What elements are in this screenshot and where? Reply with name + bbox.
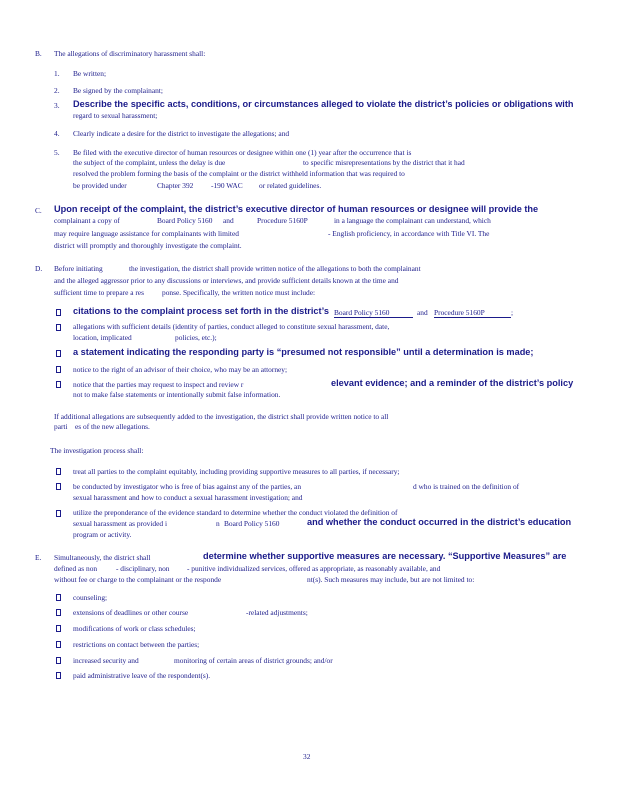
measure-item: paid administrative leave of the respondent(s). [73, 671, 211, 680]
paragraph: The investigation process shall: [50, 446, 144, 455]
bullet-item: notice that the parties may request to inspect and review r [73, 380, 244, 389]
section-d-text: and the alleged aggressor prior to any discussions or interviews, and provide sufficient details known at the time and [54, 276, 399, 285]
measure-item: increased security and [73, 656, 139, 665]
list-item-text: resolved the problem forming the basis of the complaint or the district withheld information that was required to [73, 169, 405, 178]
bullet-icon [56, 625, 61, 632]
list-number: 5. [54, 148, 60, 157]
measure-item: extensions of deadlines or other course [73, 608, 189, 617]
measure-item: restrictions on contact between the parties; [73, 640, 200, 649]
section-d-letter: D. [35, 264, 43, 273]
bullet-item-text: n [216, 519, 220, 528]
section-d-text: ponse. Specifically, the written notice must include: [162, 288, 316, 297]
list-item: Be written; [73, 69, 107, 78]
bullet-item: citations to the complaint process set forth in the district’s [73, 306, 329, 316]
bullet-item-text: program or activity. [73, 530, 132, 539]
board-policy-ref: Board Policy 5160 [157, 216, 213, 225]
paragraph: es of the new allegations. [75, 422, 150, 431]
list-item-continuation: regard to sexual harassment; [73, 111, 158, 120]
bullet-item-text: location, implicated [73, 333, 132, 342]
bullet-icon [56, 510, 61, 517]
bullet-icon [56, 672, 61, 679]
board-policy-ref: Board Policy 5160 [334, 308, 390, 317]
page-number: 32 [303, 752, 311, 761]
section-c-letter: C. [35, 206, 42, 215]
bullet-item-text: sexual harassment as provided i [73, 519, 167, 528]
measure-item: counseling; [73, 593, 108, 602]
measure-item-text: monitoring of certain areas of district grounds; and/or [174, 656, 333, 665]
procedure-ref: Procedure 5160P [434, 308, 485, 317]
section-d-text: the investigation, the district shall provide written notice of the allegations to both the complainant [129, 264, 421, 273]
section-e-letter: E. [35, 553, 42, 562]
bullet-item: utilize the preponderance of the evidence standard to determine whether the conduct violated the definition of [73, 508, 398, 517]
list-item-text: the subject of the complaint, unless the delay is due [73, 158, 226, 167]
bullet-item: a statement indicating the responding party is “presumed not responsible” until a determination is made; [73, 347, 534, 357]
section-d-text: sufficient time to prepare a res [54, 288, 144, 297]
section-e-text: - punitive individualized services, offered as appropriate, as reasonably available, and [187, 564, 441, 573]
bullet-icon [56, 350, 61, 357]
bullet-item-text: ; [511, 308, 514, 317]
section-c-text: and [223, 216, 234, 225]
bullet-item: treat all parties to the complaint equitably, including providing supportive measures to all parties, if necessary; [73, 467, 400, 476]
bullet-item: allegations with sufficient details (identity of parties, conduct alleged to constitute sexual harassment, date, [73, 322, 390, 331]
bullet-item: be conducted by investigator who is free of bias against any of the parties, an [73, 482, 302, 491]
list-number: 3. [54, 101, 60, 110]
bullet-icon [56, 594, 61, 601]
list-item-text: -190 WAC [211, 181, 243, 190]
bullet-icon [56, 309, 61, 316]
list-item: Be signed by the complainant; [73, 86, 163, 95]
list-item-text: be provided under [73, 181, 127, 190]
underline [434, 317, 511, 318]
section-e-text: - disciplinary, non [116, 564, 170, 573]
bullet-item-text: d who is trained on the definition of [413, 482, 520, 491]
underline [334, 317, 413, 318]
bullet-icon [56, 641, 61, 648]
bullet-item-text: not to make false statements or intentionally submit false information. [73, 390, 281, 399]
bullet-item-text: and [417, 308, 428, 317]
section-e-text: defined as non [54, 564, 98, 573]
section-c-text: may require language assistance for complainants with limited [54, 229, 239, 238]
section-e-text: without fee or charge to the complainant or the responde [54, 575, 222, 584]
bullet-icon [56, 468, 61, 475]
bullet-icon [56, 657, 61, 664]
section-b-letter: B. [35, 49, 42, 58]
bullet-item-text: elevant evidence; and a reminder of the district’s policy [331, 378, 574, 388]
bullet-item-text: and whether the conduct occurred in the district’s education [307, 517, 572, 527]
section-c-text: district will promptly and thoroughly investigate the complaint. [54, 241, 242, 250]
list-item: Clearly indicate a desire for the district to investigate the allegations; and [73, 129, 290, 138]
list-item-text: to specific misrepresentations by the district that it had [303, 158, 465, 167]
list-number: 1. [54, 69, 60, 78]
bullet-icon [56, 324, 61, 331]
section-c-text: complainant a copy of [54, 216, 120, 225]
list-item: Be filed with the executive director of human resources or designee within one (1) year after the occurrence that is [73, 148, 412, 157]
measure-item: modifications of work or class schedules; [73, 624, 196, 633]
bullet-item-text: policies, etc.); [175, 333, 217, 342]
list-item: Describe the specific acts, conditions, or circumstances alleged to violate the district’s policies or obligations with [73, 99, 574, 109]
list-number: 4. [54, 129, 60, 138]
section-c-text: in a language the complainant can understand, which [334, 216, 491, 225]
section-c-text: - English proficiency, in accordance with Title VI. The [328, 229, 490, 238]
measure-item-text: -related adjustments; [246, 608, 308, 617]
bullet-item: notice to the right of an advisor of their choice, who may be an attorney; [73, 365, 288, 374]
section-e-text: nt(s). Such measures may include, but are not limited to: [307, 575, 475, 584]
section-e-text: determine whether supportive measures are necessary. “Supportive Measures” are [203, 551, 567, 561]
paragraph: If additional allegations are subsequently added to the investigation, the district shall provide written notice to all [54, 412, 389, 421]
procedure-ref: Procedure 5160P [257, 216, 308, 225]
bullet-item-text: sexual harassment and how to conduct a sexual harassment investigation; and [73, 493, 303, 502]
bullet-icon [56, 483, 61, 490]
section-d-text: Before initiating [54, 264, 103, 273]
paragraph: parti [54, 422, 68, 431]
board-policy-ref: Board Policy 5160 [224, 519, 280, 528]
bullet-icon [56, 609, 61, 616]
section-e-text: Simultaneously, the district shall [54, 553, 151, 562]
bullet-icon [56, 381, 61, 388]
bullet-icon [56, 366, 61, 373]
list-item-text: Chapter 392 [157, 181, 194, 190]
section-b-heading: The allegations of discriminatory harassment shall: [54, 49, 206, 58]
section-c-text: Upon receipt of the complaint, the district’s executive director of human resources or designee will provide the [54, 204, 539, 214]
list-item-text: or related guidelines. [259, 181, 322, 190]
list-number: 2. [54, 86, 60, 95]
